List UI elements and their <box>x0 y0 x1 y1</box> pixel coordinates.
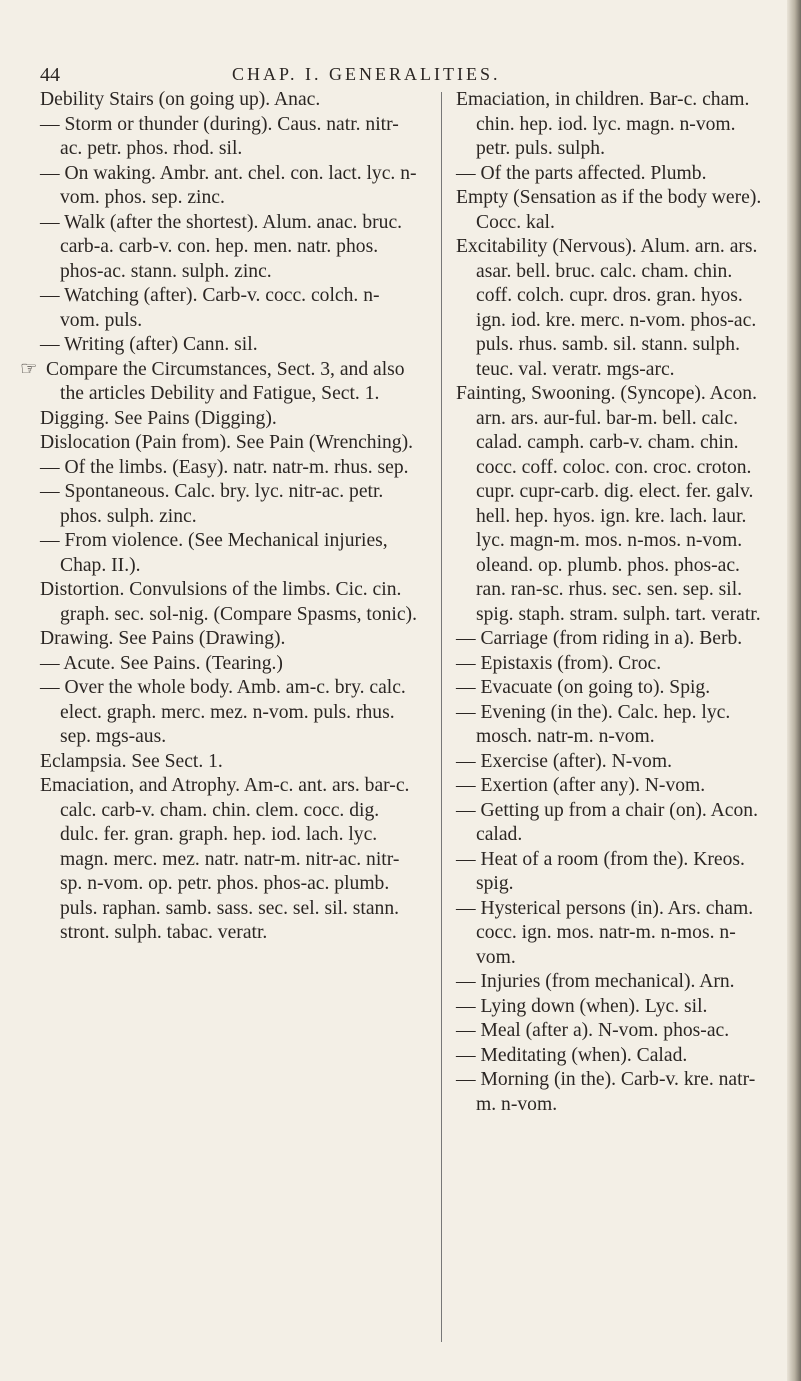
entry-debility-walk: — Walk (after the shortest). Alum. anac. bruc. carb-a. carb-v. con. hep. men. natr. phos. phos-ac. stann. sulph. zinc. <box>40 211 403 282</box>
entry-fainting-getting-up: — Getting up from a chair (on). Acon. calad. <box>456 799 758 845</box>
entry-fainting-evening: — Evening (in the). Calc. hep. lyc. mosch. natr-m. n-vom. <box>456 701 731 747</box>
entry-dislocation-limbs: — Of the limbs. (Easy). natr. natr-m. rhus. sep. <box>40 456 409 478</box>
entry-fainting-evacuate: — Evacuate (on going to). Spig. <box>456 677 711 698</box>
entry-eclampsia: Eclampsia. See Sect. 1. <box>40 750 223 772</box>
entry-emaciation-parts: — Of the parts affected. Plumb. <box>456 162 707 184</box>
entry-fainting-lying: — Lying down (when). Lyc. sil. <box>456 995 708 1017</box>
entry-excitability: Excitability (Nervous). Alum. arn. ars. asar. bell. bruc. calc. cham. chin. coff. colch. cupr. dros. gran. hyos. ign. iod. kre. merc. n-vom. phos-ac. puls. rhus. samb. sil. stann. sulph. teuc. val. veratr. mgs-arc. <box>456 236 758 380</box>
entry-debility-writing: — Writing (after) Cann. sil. <box>40 334 258 355</box>
entry-fainting: Fainting, Swooning. (Syncope). Acon. arn. ars. aur-ful. bar-m. bell. calc. calad. camph. carb-v. cham. chin. cocc. coff. coloc. con. croc. croton. cupr. cupr-carb. dig. elect. fer. galv. hell. hep. hyos. ign. kre. lach. laur. lyc. magn-m. mos. n-mos. n-vom. oleand. op. plumb. phos. phos-ac. ran. ran-sc. rhus. sec. sen. sep. sil. spig. staph. stram. sulph. tart. veratr. <box>456 383 761 625</box>
left-column <box>20 88 418 946</box>
page-number: 44 <box>40 64 60 86</box>
entry-emaciation-children: Emaciation, in children. Bar-c. cham. chin. hep. iod. lyc. magn. n-vom. petr. puls. sulph. <box>456 89 750 159</box>
entry-dislocation: Dislocation (Pain from). See Pain (Wrenching). <box>40 432 414 453</box>
entry-compare-note: ☞ Compare the Circumstances, Sect. 3, and also the articles Debility and Fatigue, Sect. 1. <box>20 358 405 404</box>
entry-empty: Empty (Sensation as if the body were). Cocc. kal. <box>456 187 762 233</box>
entry-fainting-hysterical: — Hysterical persons (in). Ars. cham. cocc. ign. mos. natr-m. n-mos. n-vom. <box>456 897 754 968</box>
entry-debility-stairs: Debility Stairs (on going up). Anac. <box>40 89 321 110</box>
entry-fainting-epistaxis: — Epistaxis (from). Croc. <box>456 652 662 674</box>
entry-fainting-exertion: — Exertion (after any). N-vom. <box>456 775 706 796</box>
entry-debility-storm: — Storm or thunder (during). Caus. natr. nitr-ac. petr. phos. rhod. sil. <box>40 113 399 159</box>
entry-drawing-whole-body: — Over the whole body. Amb. am-c. bry. calc. elect. graph. merc. mez. n-vom. puls. rhus. sep. mgs-aus. <box>40 677 406 747</box>
page-edge <box>787 0 801 1381</box>
entry-fainting-meal: — Meal (after a). N-vom. phos-ac. <box>456 1020 730 1041</box>
entry-fainting-injuries: — Injuries (from mechanical). Arn. <box>456 971 735 992</box>
entry-debility-waking: — On waking. Ambr. ant. chel. con. lact. lyc. n-vom. phos. sep. zinc. <box>40 162 417 208</box>
entry-emaciation-atrophy: Emaciation, and Atrophy. Am-c. ant. ars. bar-c. calc. carb-v. cham. chin. clem. cocc. dig. dulc. fer. gran. graph. hep. iod. lach. lyc. magn. merc. mez. natr. natr-m. nitr-ac. nitr-sp. n-vom. op. petr. phos. phos-ac. plumb. puls. raphan. samb. sass. sec. sel. sil. stann. stront. sulph. tabac. veratr. <box>40 775 410 943</box>
entry-fainting-carriage: — Carriage (from riding in a). Berb. <box>456 628 743 649</box>
entry-dislocation-spontaneous: — Spontaneous. Calc. bry. lyc. nitr-ac. petr. phos. sulph. zinc. <box>40 481 384 527</box>
entry-drawing: Drawing. See Pains (Drawing). <box>40 628 286 649</box>
entry-fainting-heat: — Heat of a room (from the). Kreos. spig. <box>456 848 745 894</box>
running-head: CHAP. I. GENERALITIES. <box>232 64 501 84</box>
entry-fainting-morning: — Morning (in the). Carb-v. kre. natr-m. n-vom. <box>456 1069 756 1115</box>
right-column <box>456 88 766 1117</box>
entry-digging: Digging. See Pains (Digging). <box>40 407 277 429</box>
entry-drawing-acute: — Acute. See Pains. (Tearing.) <box>40 652 283 674</box>
entry-dislocation-violence: — From violence. (See Mechanical injuries, Chap. II.). <box>40 530 388 576</box>
entry-debility-watching: — Watching (after). Carb-v. cocc. colch. n-vom. puls. <box>40 285 380 331</box>
entry-fainting-exercise: — Exercise (after). N-vom. <box>456 750 672 772</box>
compare-note-text: Compare the Circumstances, Sect. 3, and also the articles Debility and Fatigue, Sect. 1. <box>46 358 405 404</box>
entry-distortion: Distortion. Convulsions of the limbs. Cic. cin. graph. sec. sol-nig. (Compare Spasms, tonic). <box>40 579 417 625</box>
entry-fainting-meditating: — Meditating (when). Calad. <box>456 1044 688 1066</box>
column-divider <box>441 92 442 1342</box>
